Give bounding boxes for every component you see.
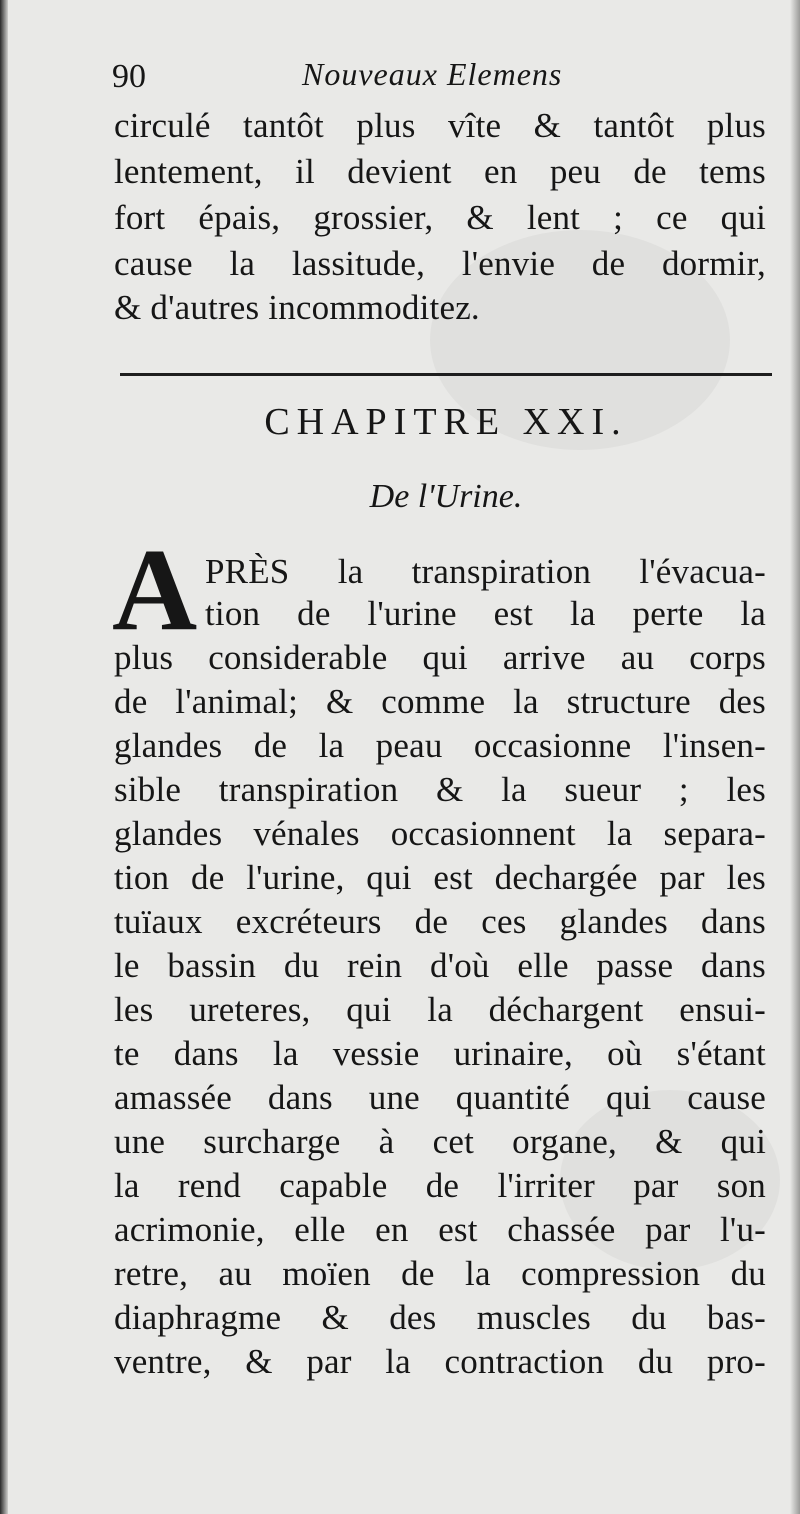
text-line: de l'animal; & comme la structure des [114,682,766,721]
first-line-rest: la transpiration l'évacua- [337,552,766,591]
text-line: tuïaux excréteurs de ces glandes dans [114,902,766,941]
chapter-heading: CHAPITRE XXI. [264,401,628,443]
section-divider [120,373,772,376]
text-line: une surcharge à cet organe, & qui [114,1122,766,1161]
text-line: les ureteres, qui la déchargent ensui- [114,990,766,1029]
text-line: glandes de la peau occasionne l'insen- [114,726,766,765]
text-line: tion de l'urine est la perte la [205,594,766,633]
first-word-smallcaps: PRÈS [205,552,290,591]
text-line: la rend capable de l'irriter par son [114,1166,766,1205]
text-line: sible transpiration & la sueur ; les [114,770,766,809]
text-line: plus considerable qui arrive au corps [114,638,766,677]
text-line-first [205,550,766,594]
text-line: & d'autres incommoditez. [114,288,480,327]
text-line: tion de l'urine, qui est dechargée par les [114,858,766,897]
text-line: lentement, il devient en peu de tems [114,152,766,191]
drop-cap: A [112,524,198,655]
text-line: diaphragme & des muscles du bas- [114,1298,766,1337]
text-line: acrimonie, elle en est chassée par l'u- [114,1210,766,1249]
chapter-subtitle: De l'Urine. [369,478,523,515]
running-title: Nouveaux Elemens [302,56,563,92]
text-line: ventre, & par la contraction du pro- [114,1342,766,1381]
text-line: glandes vénales occasionnent la separa- [114,814,766,853]
text-line: te dans la vessie urinaire, où s'étant [114,1034,766,1073]
running-head [112,50,762,100]
text-line: cause la lassitude, l'envie de dormir, [114,244,766,283]
page-right-edge-shadow [790,0,800,1514]
text-line: le bassin du rein d'où elle passe dans [114,946,766,985]
page-left-edge-shadow [0,0,8,1514]
page-number: 90 [112,58,146,95]
text-line: retre, au moïen de la compression du [114,1254,766,1293]
text-line: fort épais, grossier, & lent ; ce qui [114,198,766,237]
text-line: amassée dans une quantité qui cause [114,1078,766,1117]
text-line: circulé tantôt plus vîte & tantôt plus [114,106,766,145]
